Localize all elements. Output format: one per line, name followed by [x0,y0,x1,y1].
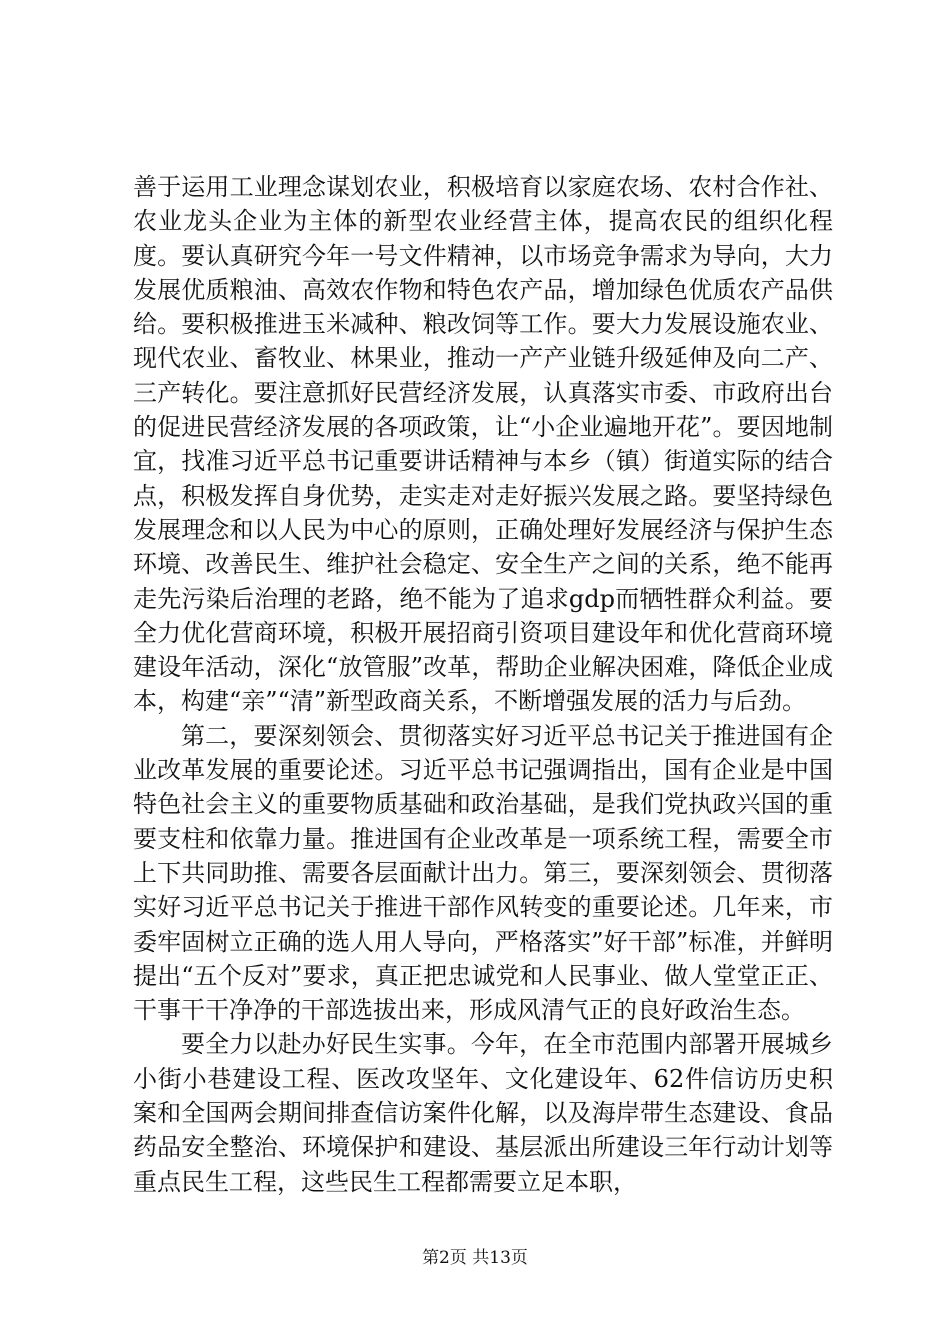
page-number-footer: 第2页 共13页 [422,1248,528,1268]
paragraph-continuation: 善于运用工业理念谋划农业，积极培育以家庭农场、农村合作社、农业龙头企业为主体的新型农业经营主体，提高农民的组织化程度。要认真研究今年一号文件精神，以市场竞争需求为导向，大力发展优质粮油、高效农作物和特色农产品，增加绿色优质农产品供给。要积极推进玉米减种、粮改饲等工作。要大力发展设施农业、现代农业、畜牧业、林果业，推动一产产业链升级延伸及向二产、三产转化。要注意抓好民营经济发展，认真落实市委、市政府出台的促进民营经济发展的各项政策，让“小企业遍地开花”。要因地制宜，找准习近平总书记重要讲话精神与本乡（镇）街道实际的结合点，积极发挥自身优势，走实走对走好振兴发展之路。要坚持绿色发展理念和以人民为中心的原则，正确处理好发展经济与保护生态环境、改善民生、维护社会稳定、安全生产之间的关系，绝不能再走先污染后治理的老路，绝不能为了追求gdp而牺牲群众利益。要全力优化营商环境，积极开展招商引资项目建设年和优化营商环境建设年活动，深化“放管服”改革，帮助企业解决困难，降低企业成本，构建“亲”“清”新型政商关系，不断增强发展的活力与后劲。 [133,173,833,716]
paragraph-second-point: 第二，要深刻领会、贯彻落实好习近平总书记关于推进国有企业改革发展的重要论述。习近平总书记强调指出，国有企业是中国特色社会主义的重要物质基础和政治基础，是我们党执政兴国的重要支柱和依靠力量。推进国有企业改革是一项系统工程，需要全市上下共同助推、需要各层面献计出力。第三，要深刻领会、贯彻落实好习近平总书记关于推进干部作风转变的重要论述。几年来，市委牢固树立正确的选人用人导向，严格落实”好干部”标准，并鲜明提出“五个反对”要求，真正把忠诚党和人民事业、做人堂堂正正、干事干干净净的干部选拔出来，形成风清气正的良好政治生态。 [133,721,833,1025]
paragraph-livelihood: 要全力以赴办好民生实事。今年，在全市范围内部署开展城乡小街小巷建设工程、医改攻坚年、文化建设年、62件信访历史积案和全国两会期间排查信访案件化解，以及海岸带生态建设、食品药品安全整治、环境保护和建设、基层派出所建设三年行动计划等重点民生工程，这些民生工程都需要立足本职， [133,1030,833,1196]
document-body [133,170,833,1199]
